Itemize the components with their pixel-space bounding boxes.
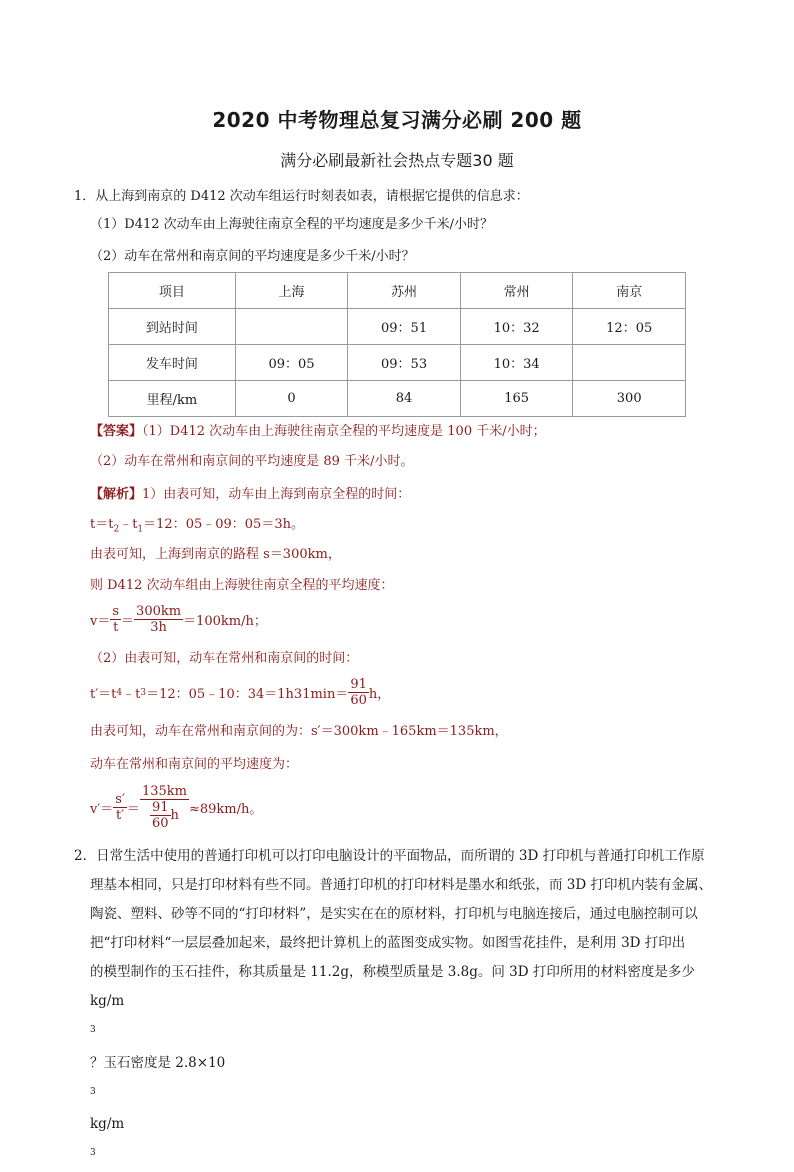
fraction	[110, 604, 121, 635]
table-cell	[573, 345, 686, 381]
eq-text: t′＝t	[90, 687, 117, 702]
eq-text: h	[170, 808, 179, 823]
answer-line-1	[90, 423, 546, 441]
analysis-line-8: 由表可知，动车在常州和南京间的为：s′＝300km﹣165km＝135km，	[90, 724, 508, 739]
table-cell: 里程/km	[109, 381, 236, 417]
fraction	[134, 604, 183, 635]
compound-fraction	[140, 784, 189, 831]
analysis-tag: 【解析】	[90, 487, 143, 502]
eq-text: ＝100km/h；	[183, 614, 267, 629]
eq-subscript: 2	[113, 524, 120, 535]
table-header-cell: 常州	[460, 273, 573, 309]
eq-text: ≈89km/h。	[188, 802, 263, 817]
q2-superscript: 3	[90, 1148, 96, 1158]
q2-line	[74, 987, 714, 1172]
q2-text: ？玉石密度是 2.8×10	[90, 1054, 226, 1071]
eq-subscript: 1	[137, 524, 144, 535]
eq-text: ﹣t	[122, 687, 141, 702]
equation-average-speed	[90, 604, 267, 635]
table-cell: 10：32	[460, 309, 573, 345]
fraction-numerator: s′	[115, 792, 125, 807]
eq-text: h，	[368, 687, 391, 702]
equation-segment-time	[90, 677, 390, 708]
q1-stem: 1．从上海到南京的 D412 次动车组运行时刻表如表，请根据它提供的信息求：	[74, 189, 529, 204]
table-cell: 300	[573, 381, 686, 417]
table-row	[109, 381, 686, 417]
fraction-denominator: 60	[350, 693, 367, 708]
analysis-line-4: 则 D412 次动车组由上海驶往南京全程的平均速度：	[90, 578, 394, 593]
table-header-cell: 项目	[109, 273, 236, 309]
page-subtitle: 满分必刷最新社会热点专题30 题	[280, 151, 514, 170]
table-cell: 09：53	[348, 345, 461, 381]
analysis-line-6: （2）由表可知，动车在常州和南京间的时间：	[90, 651, 359, 666]
table-cell: 10：34	[460, 345, 573, 381]
q2-text: kg/m	[90, 1116, 125, 1132]
q1-sub2: （2）动车在常州和南京间的平均速度是多少千米/小时？	[90, 249, 415, 264]
analysis-text-1: 1）由表可知，动车由上海到南京全程的时间：	[142, 487, 411, 502]
eq-subscript: 4	[116, 687, 123, 698]
q2-line: 陶瓷、塑料、砂等不同的“打印材料”，是实实在在的原材料，打印机与电脑连接后，通过电脑控制可以	[90, 906, 698, 922]
answer-text-1: （1）D412 次动车由上海驶往南京全程的平均速度是 100 千米/小时；	[142, 424, 546, 439]
table-cell: 84	[348, 381, 461, 417]
eq-text: t＝t	[90, 517, 114, 532]
table-cell: 09：51	[348, 309, 461, 345]
eq-text: ＝	[126, 802, 140, 817]
analysis-line-1	[90, 486, 410, 504]
fraction-numerator: 91	[350, 677, 367, 692]
fraction-denominator	[140, 800, 189, 831]
table-header-row	[109, 273, 686, 309]
q2-text: kg/m	[90, 993, 125, 1009]
eq-text: ＝12：05﹣09：05＝3h。	[143, 517, 304, 532]
fraction-denominator: t′	[116, 808, 125, 823]
eq-subscript: 3	[140, 687, 147, 698]
table-cell: 165	[460, 381, 573, 417]
table-row	[109, 309, 686, 345]
q2-superscript: 3	[90, 1086, 96, 1097]
fraction-numerator: 91	[151, 800, 169, 815]
fraction-denominator: t	[113, 620, 119, 635]
eq-text: v＝	[90, 614, 111, 629]
eq-text: v′＝	[90, 802, 114, 817]
equation-total-time	[90, 516, 304, 539]
equation-segment-speed	[90, 784, 262, 831]
analysis-line-9: 动车在常州和南京间的平均速度为：	[90, 757, 299, 772]
page-title: 2020 中考物理总复习满分必刷 200 题	[212, 108, 582, 132]
fraction-denominator: 60	[151, 816, 169, 831]
inner-fraction	[150, 800, 171, 831]
table-cell: 09：05	[235, 345, 348, 381]
answer-line-2: （2）动车在常州和南京间的平均速度是 89 千米/小时。	[90, 454, 414, 469]
fraction-numerator: 135km	[141, 784, 187, 799]
eq-text: ＝	[121, 614, 135, 629]
q2-superscript: 3	[90, 1025, 96, 1035]
fraction-denominator: 3h	[150, 620, 167, 635]
analysis-line-3: 由表可知，上海到南京的路程 s＝300km，	[90, 547, 341, 562]
table-header-cell: 苏州	[348, 273, 461, 309]
table-row	[109, 345, 686, 381]
table-cell: 12：05	[573, 309, 686, 345]
q2-line: 2．日常生活中使用的普通打印机可以打印电脑设计的平面物品，而所谓的 3D 打印机与普通打印机工作原	[74, 848, 705, 864]
q2-line: 理基本相同，只是打印材料有些不同。普通打印机的打印材料是墨水和纸张，而 3D 打印机内装有金属、	[90, 877, 712, 893]
table-cell: 0	[235, 381, 348, 417]
table-cell	[235, 309, 348, 345]
answer-tag: 【答案】	[90, 424, 143, 439]
q2-line: 的模型制作的玉石挂件，称其质量是 11.2g，称模型质量是 3.8g。问 3D 打印所用的材料密度是多少	[90, 964, 695, 980]
fraction	[113, 792, 127, 823]
table-cell: 发车时间	[109, 345, 236, 381]
fraction-numerator: 300km	[136, 604, 182, 619]
eq-text: ＝12：05﹣10：34＝1h31min＝	[146, 687, 349, 702]
table-header-cell: 上海	[235, 273, 348, 309]
q2-line: 把“打印材料“一层层叠加起来，最终把计算机上的蓝图变成实物。如图雪花挂件，是利用 3D 打印出	[90, 935, 686, 951]
q1-sub1: （1）D412 次动车由上海驶往南京全程的平均速度是多少千米/小时？	[90, 217, 494, 232]
q2-paragraph	[74, 842, 714, 1172]
eq-text: ﹣t	[119, 517, 138, 532]
fraction	[348, 677, 369, 708]
table-cell: 到站时间	[109, 309, 236, 345]
fraction-numerator: s	[112, 604, 120, 619]
timetable	[108, 272, 686, 417]
table-header-cell: 南京	[573, 273, 686, 309]
